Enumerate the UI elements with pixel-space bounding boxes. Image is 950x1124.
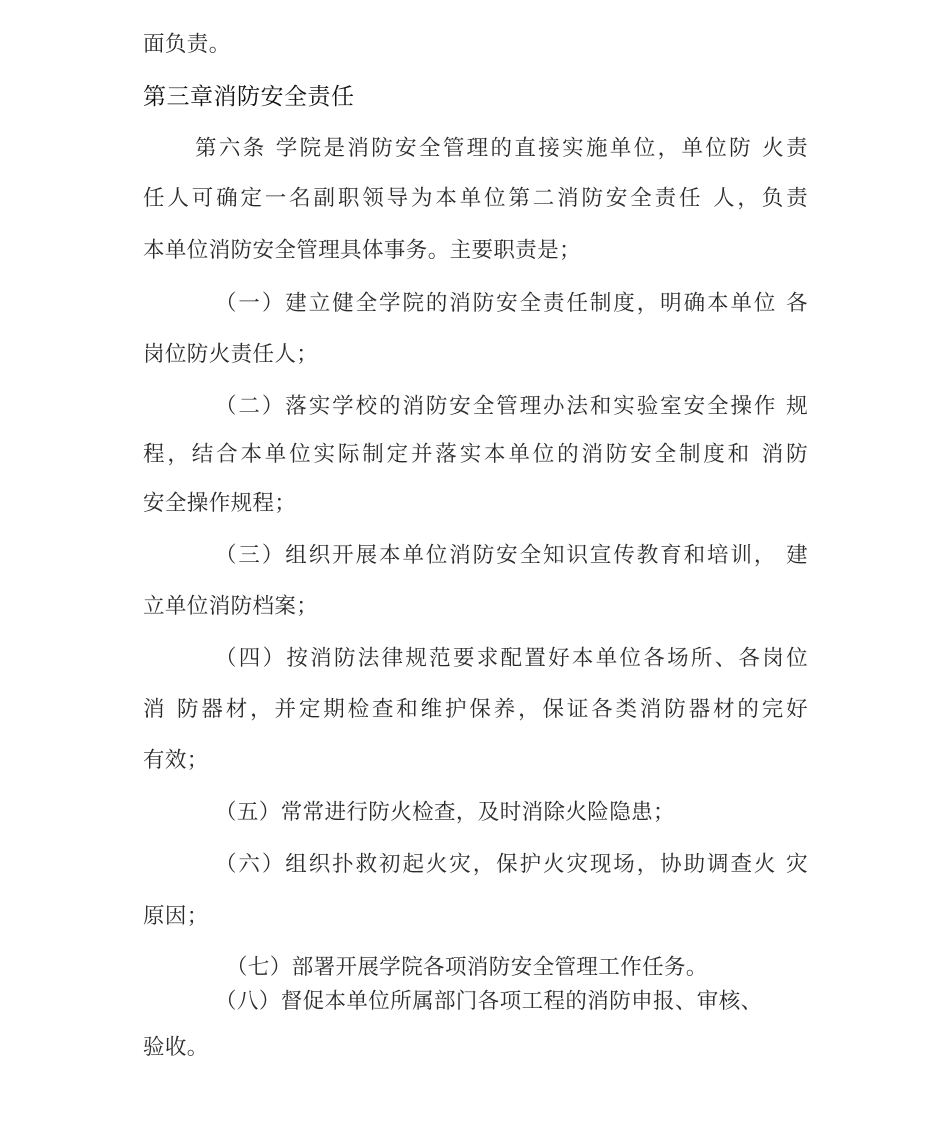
item-5-line-1: （五）常常进行防火检查，及时消除火险隐患； bbox=[215, 800, 675, 825]
item-8-line-2: 验收。 bbox=[143, 1035, 209, 1060]
item-8-line-1: （八）督促本单位所属部门各项工程的消防申报、审核、 bbox=[215, 989, 763, 1014]
carryover-text: 面负责。 bbox=[143, 32, 231, 57]
item-1-line-1: （一）建立健全学院的消防安全责任制度，明确本单位 各 bbox=[215, 291, 808, 316]
item-6-line-2: 原因； bbox=[143, 904, 209, 929]
article-6-line-2: 任人可确定一名副职领导为本单位第二消防安全责任 人，负责 bbox=[143, 186, 808, 211]
item-7-line-1: （七）部署开展学院各项消防安全管理工作任务。 bbox=[226, 955, 708, 980]
item-1-line-2: 岗位防火责任人； bbox=[143, 342, 319, 367]
item-2-line-3: 安全操作规程； bbox=[143, 491, 297, 516]
item-2-line-2: 程，结合本单位实际制定并落实本单位的消防安全制度和 消防 bbox=[143, 442, 808, 467]
item-6-line-1: （六）组织扑救初起火灾，保护火灾现场，协助调查火 灾 bbox=[215, 852, 808, 877]
item-3-line-1: （三）组织开展本单位消防安全知识宣传教育和培训， 建 bbox=[215, 543, 808, 568]
article-6-line-1: 第六条 学院是消防安全管理的直接实施单位，单位防 火责 bbox=[195, 136, 808, 161]
item-3-line-2: 立单位消防档案； bbox=[143, 594, 319, 619]
item-4-line-2: 消 防器材，并定期检查和维护保养，保证各类消防器材的完好 bbox=[143, 697, 808, 722]
item-4-line-1: （四）按消防法律规范要求配置好本单位各场所、各岗位 bbox=[215, 646, 808, 671]
chapter-title: 第三章消防安全责任 bbox=[143, 84, 355, 110]
item-4-line-3: 有效； bbox=[143, 748, 209, 773]
item-2-line-1: （二）落实学校的消防安全管理办法和实验室安全操作 规 bbox=[215, 394, 808, 419]
article-6-line-3: 本单位消防安全管理具体事务。主要职责是； bbox=[143, 238, 582, 263]
